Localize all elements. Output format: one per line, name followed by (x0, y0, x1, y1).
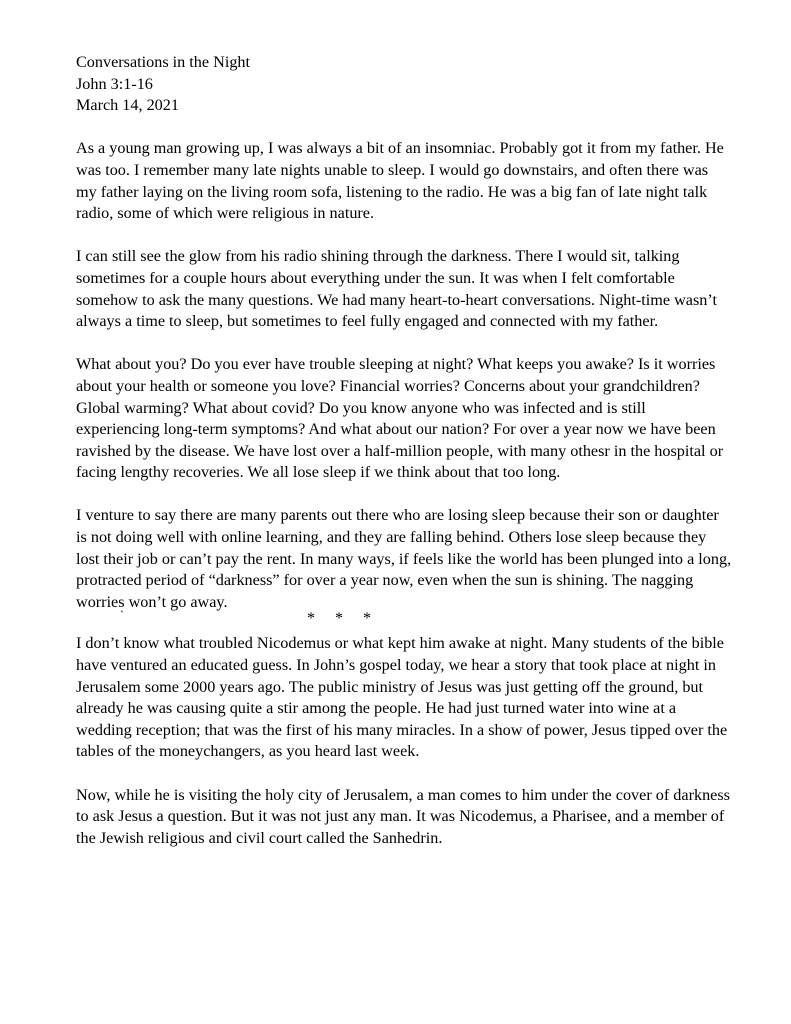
sermon-date: March 14, 2021 (76, 96, 179, 115)
section-separator (76, 608, 732, 632)
asterisk-divider: * * * (307, 610, 371, 628)
blank-line (76, 117, 732, 139)
paragraph-5: I don’t know what troubled Nicodemus or what kept him awake at night. Many students of the bible have ventured an educated guess. In John’s gospel today, we hear a story that took place at night in Jerusalem some 2000 years ago. The public ministry of Jesus was just getting off the ground, but already he was causing quite a stir among the people. He had just turned water into wine at a wedding reception; that was the first of his many miracles. In a show of power, Jesus tipped over the tables of the moneychangers, as you heard last week. (76, 634, 728, 761)
sermon-title: Conversations in the Night (76, 53, 250, 71)
sermon-header (76, 52, 732, 117)
sermon-text (76, 52, 732, 849)
paragraph-6: Now, while he is visiting the holy city of Jerusalem, a man comes to him under the cover of darkness to ask Jesus a question. But it was not just any man. It was Nicodemus, a Pharisee, and a member of the Jewish religious and civil court called the Sanhedrin. (76, 785, 730, 847)
paragraph-4: I venture to say there are many parents out there who are losing sleep because their son or daughter is not doing well with online learning, and they are falling behind. Others lose sleep because they lost their job or can’t pay the rent. In many ways, if feels like the world has been plunged into a long, protracted period of “darkness” for over a year now, even when the sun is shining. The nagging worries won’t go away. (76, 506, 732, 611)
blank-line (76, 484, 732, 506)
blank-line (76, 333, 732, 355)
blank-line (76, 763, 732, 785)
blank-line (76, 225, 732, 247)
scripture-reference: John 3:1-16 (76, 74, 153, 93)
paragraph-3: What about you? Do you ever have trouble sleeping at night? What keeps you awake? Is it worries about your health or someone you love? Financial worries? Concerns about your grandchildren? Global warming? What about covid? Do you know anyone who was infected and is still experiencing long-term symptoms? And what about our nation? For over a year now we have been ravished by the disease. We have lost over a half-million people, with many othesr in the hospital or facing lengthy recoveries. We all lose sleep if we think about that too long. (76, 355, 724, 482)
paragraph-2: I can still see the glow from his radio shining through the darkness. There I would sit, talking sometimes for a couple hours about everything under the sun. It was when I felt comfortable somehow to ask the many questions. We had many heart-to-heart conversations. Night-time wasn’t always a time to sleep, but sometimes to feel fully engaged and connected with my father. (76, 247, 717, 331)
stray-tick-mark: ` (120, 608, 124, 623)
paragraph-1: As a young man growing up, I was always a bit of an insomniac. Probably got it from my father. He was too. I remember many late nights unable to sleep. I would go downstairs, and often there was my father laying on the living room sofa, listening to the radio. He was a big fan of late night talk radio, some of which were religious in nature. (76, 139, 724, 223)
